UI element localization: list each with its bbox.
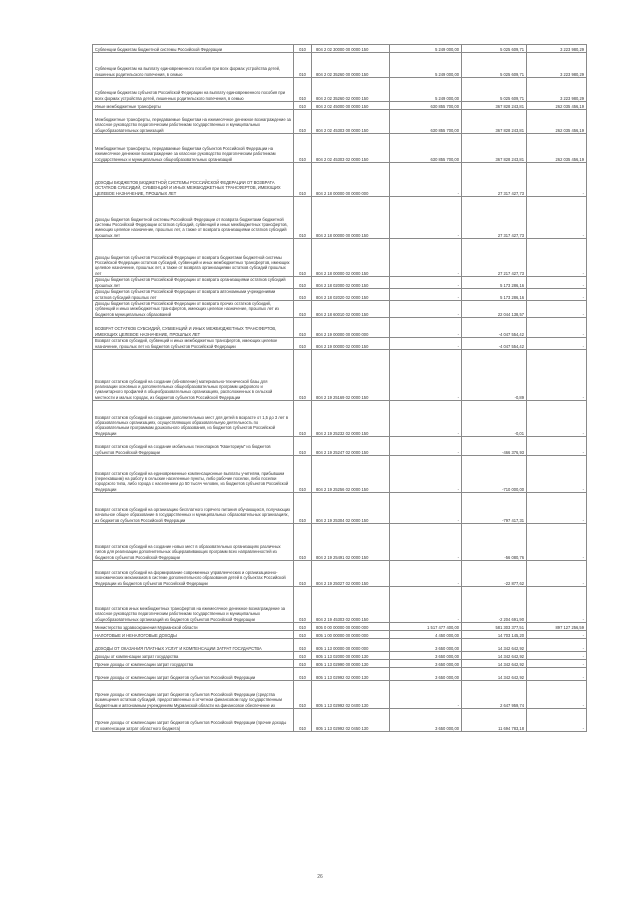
row-code: 010 <box>294 493 312 524</box>
row-code: 010 <box>294 709 312 732</box>
table-row <box>93 437 587 456</box>
row-code: 010 <box>294 45 312 53</box>
row-name: Прочие доходы от компенсации затрат бюджетов субъектов Российской Федерации (средства возмещения остатков субсидий, предоставленных в отчетном финансовом году государственным бюджетным и автономным учреждениям Мурманской области на финансовое обеспечение их <box>93 681 294 709</box>
row-code: 010 <box>294 524 312 561</box>
row-name: Прочие доходы от компенсации затрат бюджетов субъектов Российской Федерации <box>93 668 294 681</box>
row-code: 010 <box>294 110 312 134</box>
table-row <box>93 301 587 318</box>
row-executed: -710 000,00 <box>462 456 527 493</box>
row-executed: 5 025 609,71 <box>462 45 527 53</box>
row-code: 010 <box>294 668 312 681</box>
row-remaining: - <box>527 561 587 587</box>
row-code: 010 <box>294 78 312 102</box>
row-kbk: 805 1 13 00000 00 0000 000 <box>312 639 390 652</box>
table-row <box>93 709 587 732</box>
table-row <box>93 102 587 110</box>
row-remaining: - <box>527 631 587 639</box>
row-code: 010 <box>294 134 312 163</box>
row-name: Доходы от компенсации затрат государства <box>93 652 294 660</box>
row-kbk: 804 2 02 35260 00 0000 150 <box>312 53 390 78</box>
row-approved: 630 855 700,00 <box>390 110 462 134</box>
table-row <box>93 289 587 301</box>
row-name: Прочие доходы от компенсации затрат государства <box>93 660 294 668</box>
row-remaining: - <box>527 301 587 318</box>
row-code: 010 <box>294 437 312 456</box>
row-remaining: - <box>527 681 587 709</box>
table-row <box>93 53 587 78</box>
table-row <box>93 587 587 623</box>
table-row <box>93 197 587 239</box>
table-row <box>93 277 587 289</box>
row-kbk: 804 2 02 45303 02 0000 150 <box>312 134 390 163</box>
row-approved: - <box>390 350 462 401</box>
row-approved: 3 650 000,00 <box>390 639 462 652</box>
row-remaining: - <box>527 639 587 652</box>
row-executed: -22 877,62 <box>462 561 527 587</box>
row-code: 010 <box>294 289 312 301</box>
row-executed: 5 025 609,71 <box>462 53 527 78</box>
row-name: Доходы бюджетов субъектов Российской Федерации от возврата прочих остатков субсидий, субвенций и иных межбюджетных трансфертов, имеющих целевое назначение, прошлых лет из бюджетов муниципальных образований <box>93 301 294 318</box>
row-remaining: - <box>527 524 587 561</box>
row-name: Возврат остатков субсидий на создание мобильных технопарков "Кванториум" из бюджетов субъектов Российской Федерации <box>93 437 294 456</box>
row-name: Иные межбюджетные трансферты <box>93 102 294 110</box>
row-approved: 5 249 000,00 <box>390 45 462 53</box>
row-name: Доходы бюджетов субъектов Российской Федерации от возврата автономными учреждениями остатков субсидий прошлых лет <box>93 289 294 301</box>
row-kbk: 805 1 13 02000 00 0000 130 <box>312 652 390 660</box>
row-kbk: 805 1 00 00000 00 0000 000 <box>312 631 390 639</box>
row-kbk: 804 2 19 25304 02 0000 150 <box>312 493 390 524</box>
row-remaining: 3 223 980,29 <box>527 53 587 78</box>
row-executed: 5 173 286,16 <box>462 277 527 289</box>
row-code: 010 <box>294 401 312 437</box>
row-executed: 14 342 642,92 <box>462 660 527 668</box>
row-name: Субвенции бюджетам субъектов Российской Федерации на выплату единовременного пособия при всех формах устройства детей, лишенных родительского попечения, в семью <box>93 78 294 102</box>
row-kbk: 804 2 18 00000 00 0000 150 <box>312 197 390 239</box>
table-row <box>93 163 587 197</box>
row-executed: -4 047 554,42 <box>462 318 527 338</box>
row-remaining: - <box>527 277 587 289</box>
row-executed: 27 217 427,73 <box>462 239 527 277</box>
table-row <box>93 660 587 668</box>
row-executed: -0,01 <box>462 401 527 437</box>
row-executed: -56 080,76 <box>462 524 527 561</box>
row-kbk: 804 2 18 00000 00 0000 000 <box>312 163 390 197</box>
row-executed: 14 342 642,92 <box>462 652 527 660</box>
table-row <box>93 631 587 639</box>
row-executed: 2 647 959,74 <box>462 681 527 709</box>
row-remaining: - <box>527 437 587 456</box>
table-row <box>93 110 587 134</box>
row-approved: 5 249 000,00 <box>390 53 462 78</box>
row-name: Доходы бюджетов бюджетной системы Российской Федерации от возврата бюджетами бюджетной системы Российской Федерации остатков субсидий, субвенций и иных межбюджетных трансфертов, имеющих целевое назначение, прошлых лет, а также от возврата организациями остатков субсидий прошлых лет <box>93 197 294 239</box>
row-executed: -2 204 691,90 <box>462 587 527 623</box>
row-name: НАЛОГОВЫЕ И НЕНАЛОГОВЫЕ ДОХОДЫ <box>93 631 294 639</box>
row-remaining: - <box>527 401 587 437</box>
table-row <box>93 652 587 660</box>
row-code: 010 <box>294 681 312 709</box>
row-remaining: 262 035 456,19 <box>527 102 587 110</box>
row-remaining: - <box>527 318 587 338</box>
row-executed: 14 342 642,92 <box>462 639 527 652</box>
row-code: 010 <box>294 163 312 197</box>
row-executed: 367 828 243,81 <box>462 110 527 134</box>
table-row <box>93 350 587 401</box>
row-executed: 27 317 427,73 <box>462 197 527 239</box>
row-code: 010 <box>294 338 312 350</box>
row-kbk: 804 2 19 25232 02 0000 150 <box>312 401 390 437</box>
row-code: 010 <box>294 660 312 668</box>
table-row <box>93 318 587 338</box>
table-row <box>93 239 587 277</box>
row-approved: - <box>390 561 462 587</box>
row-remaining: 897 127 256,59 <box>527 623 587 631</box>
table-row <box>93 524 587 561</box>
row-approved: - <box>390 456 462 493</box>
row-code: 010 <box>294 639 312 652</box>
row-executed: -797 417,31 <box>462 493 527 524</box>
table-row <box>93 561 587 587</box>
row-code: 010 <box>294 623 312 631</box>
row-code: 010 <box>294 456 312 493</box>
row-code: 010 <box>294 239 312 277</box>
row-remaining: - <box>527 587 587 623</box>
row-name: Прочие доходы от компенсации затрат бюджетов субъектов Российской Федерации (прочие доходы от компенсации затрат областного бюджета) <box>93 709 294 732</box>
row-kbk: 804 2 02 35260 02 0000 150 <box>312 78 390 102</box>
row-approved: 1 517 477 400,00 <box>390 623 462 631</box>
row-kbk: 805 1 13 02992 02 0400 130 <box>312 681 390 709</box>
row-code: 010 <box>294 652 312 660</box>
row-kbk: 804 2 19 00000 02 0000 150 <box>312 338 390 350</box>
row-approved: 3 650 000,00 <box>390 668 462 681</box>
row-approved: 3 650 000,00 <box>390 660 462 668</box>
revenue-table-body <box>93 45 587 732</box>
row-executed: 22 044 138,57 <box>462 301 527 318</box>
row-remaining: 3 223 980,29 <box>527 78 587 102</box>
row-approved: 3 650 000,00 <box>390 652 462 660</box>
row-approved: - <box>390 437 462 456</box>
row-name: Возврат остатков субсидий, субвенций и иных межбюджетных трансфертов, имеющих целевое назначение, прошлых лет из бюджетов субъектов Российской Федерации <box>93 338 294 350</box>
row-remaining: - <box>527 652 587 660</box>
row-kbk: 804 2 18 00000 02 0000 150 <box>312 239 390 277</box>
row-kbk: 804 2 18 60010 02 0000 150 <box>312 301 390 318</box>
row-kbk: 805 1 13 02992 02 0000 130 <box>312 668 390 681</box>
row-remaining: - <box>527 709 587 732</box>
row-executed: 11 694 783,18 <box>462 709 527 732</box>
row-remaining: - <box>527 163 587 197</box>
page-number: 26 <box>317 874 323 880</box>
row-approved: 4 450 000,00 <box>390 631 462 639</box>
row-remaining: 262 035 456,19 <box>527 134 587 163</box>
table-row <box>93 338 587 350</box>
row-approved: - <box>390 301 462 318</box>
row-executed: 14 703 145,20 <box>462 631 527 639</box>
row-code: 010 <box>294 631 312 639</box>
row-remaining: - <box>527 289 587 301</box>
row-name: Возврат остатков субсидий на единовременные компенсационные выплаты учителям, прибывшим (переехавшим) на работу в сельские населенные пункты, либо рабочие поселки, либо поселки городского типа, либо города с населением до 50 тысяч человек, из бюджетов субъектов Российской Федерации <box>93 456 294 493</box>
row-name: Возврат остатков субсидий на создание новых мест в образовательных организациях различных типов для реализации дополнительных общеразвивающих программ всех направленностей из бюджетов субъектов Российской Федерации <box>93 524 294 561</box>
row-kbk: 804 2 19 25491 02 0000 150 <box>312 524 390 561</box>
row-remaining: - <box>527 350 587 401</box>
row-executed: -466 376,93 <box>462 437 527 456</box>
row-code: 010 <box>294 277 312 289</box>
row-code: 010 <box>294 587 312 623</box>
row-approved: - <box>390 338 462 350</box>
row-code: 010 <box>294 318 312 338</box>
row-remaining: 3 223 980,29 <box>527 45 587 53</box>
row-remaining: - <box>527 239 587 277</box>
row-code: 010 <box>294 561 312 587</box>
row-kbk: 804 2 19 00000 00 0000 000 <box>312 318 390 338</box>
row-executed: 5 173 286,16 <box>462 289 527 301</box>
row-kbk: 804 2 02 30000 00 0000 150 <box>312 45 390 53</box>
row-code: 010 <box>294 197 312 239</box>
row-kbk: 804 2 02 45303 00 0000 150 <box>312 110 390 134</box>
row-remaining: - <box>527 197 587 239</box>
row-approved: - <box>390 401 462 437</box>
row-approved: - <box>390 681 462 709</box>
row-approved: 5 249 000,00 <box>390 78 462 102</box>
row-approved: - <box>390 277 462 289</box>
row-name: ДОХОДЫ БЮДЖЕТОВ БЮДЖЕТНОЙ СИСТЕМЫ РОССИЙСКОЙ ФЕДЕРАЦИИ ОТ ВОЗВРАТА ОСТАТКОВ СУБСИДИЙ, СУБВЕНЦИЙ И ИНЫХ МЕЖБЮДЖЕТНЫХ ТРАНСФЕРТОВ, ИМЕЮЩИХ ЦЕЛЕВОЕ НАЗНАЧЕНИЕ, ПРОШЛЫХ ЛЕТ <box>93 163 294 197</box>
row-approved: - <box>390 163 462 197</box>
row-kbk: 805 0 00 00000 00 0000 000 <box>312 623 390 631</box>
row-remaining: - <box>527 338 587 350</box>
row-kbk: 804 2 02 45000 00 0000 150 <box>312 102 390 110</box>
row-name: Возврат остатков субсидий на формирование современных управленческих и организационно-экономических механизмов в системе дополнительного образования детей в субъектах Российской Федерации из бюджетов субъектов Российской Федерации <box>93 561 294 587</box>
row-executed: -0,89 <box>462 350 527 401</box>
row-kbk: 804 2 19 25169 02 0000 150 <box>312 350 390 401</box>
row-approved: - <box>390 318 462 338</box>
row-kbk: 805 1 13 02990 00 0000 130 <box>312 660 390 668</box>
table-row <box>93 493 587 524</box>
row-kbk: 804 2 18 02020 02 0000 150 <box>312 289 390 301</box>
row-name: ДОХОДЫ ОТ ОКАЗАНИЯ ПЛАТНЫХ УСЛУГ И КОМПЕНСАЦИИ ЗАТРАТ ГОСУДАРСТВА <box>93 639 294 652</box>
row-executed: 581 303 377,51 <box>462 623 527 631</box>
row-name: Межбюджетные трансферты, передаваемые бюджетам на ежемесячное денежное вознаграждение за классное руководство педагогическим работникам государственных и муниципальных общеобразовательных организаций <box>93 110 294 134</box>
table-row <box>93 456 587 493</box>
row-kbk: 804 2 19 25247 02 0000 150 <box>312 437 390 456</box>
table-row <box>93 134 587 163</box>
row-name: Субвенции бюджетам на выплату единовременного пособия при всех формах устройства детей, лишенных родительского попечения, в семью <box>93 53 294 78</box>
row-name: Субвенции бюджетам бюджетной системы Российской Федерации <box>93 45 294 53</box>
row-name: Возврат остатков иных межбюджетных трансфертов на ежемесячное денежное вознаграждение за классное руководство педагогическим работникам государственных и муниципальных общеобразовательных организаций из бюджетов субъектов Российской Федерации <box>93 587 294 623</box>
table-row <box>93 78 587 102</box>
row-approved: - <box>390 524 462 561</box>
row-remaining: 262 035 456,19 <box>527 110 587 134</box>
row-code: 010 <box>294 301 312 318</box>
row-executed: 14 342 642,92 <box>462 668 527 681</box>
row-approved: - <box>390 493 462 524</box>
row-approved: 3 650 000,00 <box>390 709 462 732</box>
row-approved: - <box>390 587 462 623</box>
row-approved: - <box>390 239 462 277</box>
row-remaining: - <box>527 668 587 681</box>
row-executed: -4 047 554,42 <box>462 338 527 350</box>
row-executed: 5 025 609,71 <box>462 78 527 102</box>
row-code: 010 <box>294 350 312 401</box>
row-name: Возврат остатков субсидий на создание (обновление) материально-технической базы для реализации основных и дополнительных общеобразовательных программ цифрового и гуманитарного профилей в общеобразовательных организациях, расположенных в сельской местности и малых городах, из бюджетов субъектов Российской Федерации <box>93 350 294 401</box>
row-remaining: - <box>527 660 587 668</box>
table-row <box>93 639 587 652</box>
row-code: 010 <box>294 102 312 110</box>
row-executed: 27 317 427,73 <box>462 163 527 197</box>
table-row <box>93 45 587 53</box>
row-approved: 630 855 700,00 <box>390 134 462 163</box>
row-name: Межбюджетные трансферты, передаваемые бюджетам субъектов Российской Федерации на ежемесячное денежное вознаграждение за классное руководство педагогическим работникам государственных и муниципальных общеобразовательных организаций <box>93 134 294 163</box>
row-executed: 367 828 243,81 <box>462 102 527 110</box>
table-row <box>93 681 587 709</box>
table-row <box>93 668 587 681</box>
row-remaining: - <box>527 456 587 493</box>
row-executed: 367 828 243,81 <box>462 134 527 163</box>
row-remaining: - <box>527 493 587 524</box>
row-name: Возврат остатков субсидий на создание дополнительных мест для детей в возрасте от 1,5 до 3 лет в образовательных организациях, осуществляющих образовательную деятельность по образовательным программам дошкольного образования, из бюджетов субъектов Российской Федерации <box>93 401 294 437</box>
row-kbk: 804 2 19 25256 02 0000 150 <box>312 456 390 493</box>
table-row <box>93 623 587 631</box>
row-name: Доходы бюджетов субъектов Российской Федерации от возврата организациями остатков субсидий прошлых лет <box>93 277 294 289</box>
row-name: Возврат остатков субсидий на организацию бесплатного горячего питания обучающихся, получающих начальное общее образование в государственных и муниципальных образовательных организациях, из бюджетов субъектов Российской Федерации <box>93 493 294 524</box>
row-kbk: 804 2 19 25027 02 0000 150 <box>312 561 390 587</box>
row-approved: - <box>390 289 462 301</box>
row-kbk: 805 1 13 02992 02 0450 130 <box>312 709 390 732</box>
row-code: 010 <box>294 53 312 78</box>
row-kbk: 804 2 19 45303 02 0000 150 <box>312 587 390 623</box>
row-name: Министерство здравоохранения Мурманской области <box>93 623 294 631</box>
revenue-table <box>92 44 587 732</box>
table-row <box>93 401 587 437</box>
row-name: ВОЗВРАТ ОСТАТКОВ СУБСИДИЙ, СУБВЕНЦИЙ И ИНЫХ МЕЖБЮДЖЕТНЫХ ТРАНСФЕРТОВ, ИМЕЮЩИХ ЦЕЛЕВОЕ НАЗНАЧЕНИЕ, ПРОШЛЫХ ЛЕТ <box>93 318 294 338</box>
row-approved: - <box>390 197 462 239</box>
row-kbk: 804 2 18 02000 02 0000 150 <box>312 277 390 289</box>
row-approved: 630 855 700,00 <box>390 102 462 110</box>
row-name: Доходы бюджетов субъектов Российской Федерации от возврата бюджетами бюджетной системы Российской Федерации остатков субсидий, субвенций и иных межбюджетных трансфертов, имеющих целевое назначение, прошлых лет, а также от возврата организациями остатков субсидий прошлых лет <box>93 239 294 277</box>
